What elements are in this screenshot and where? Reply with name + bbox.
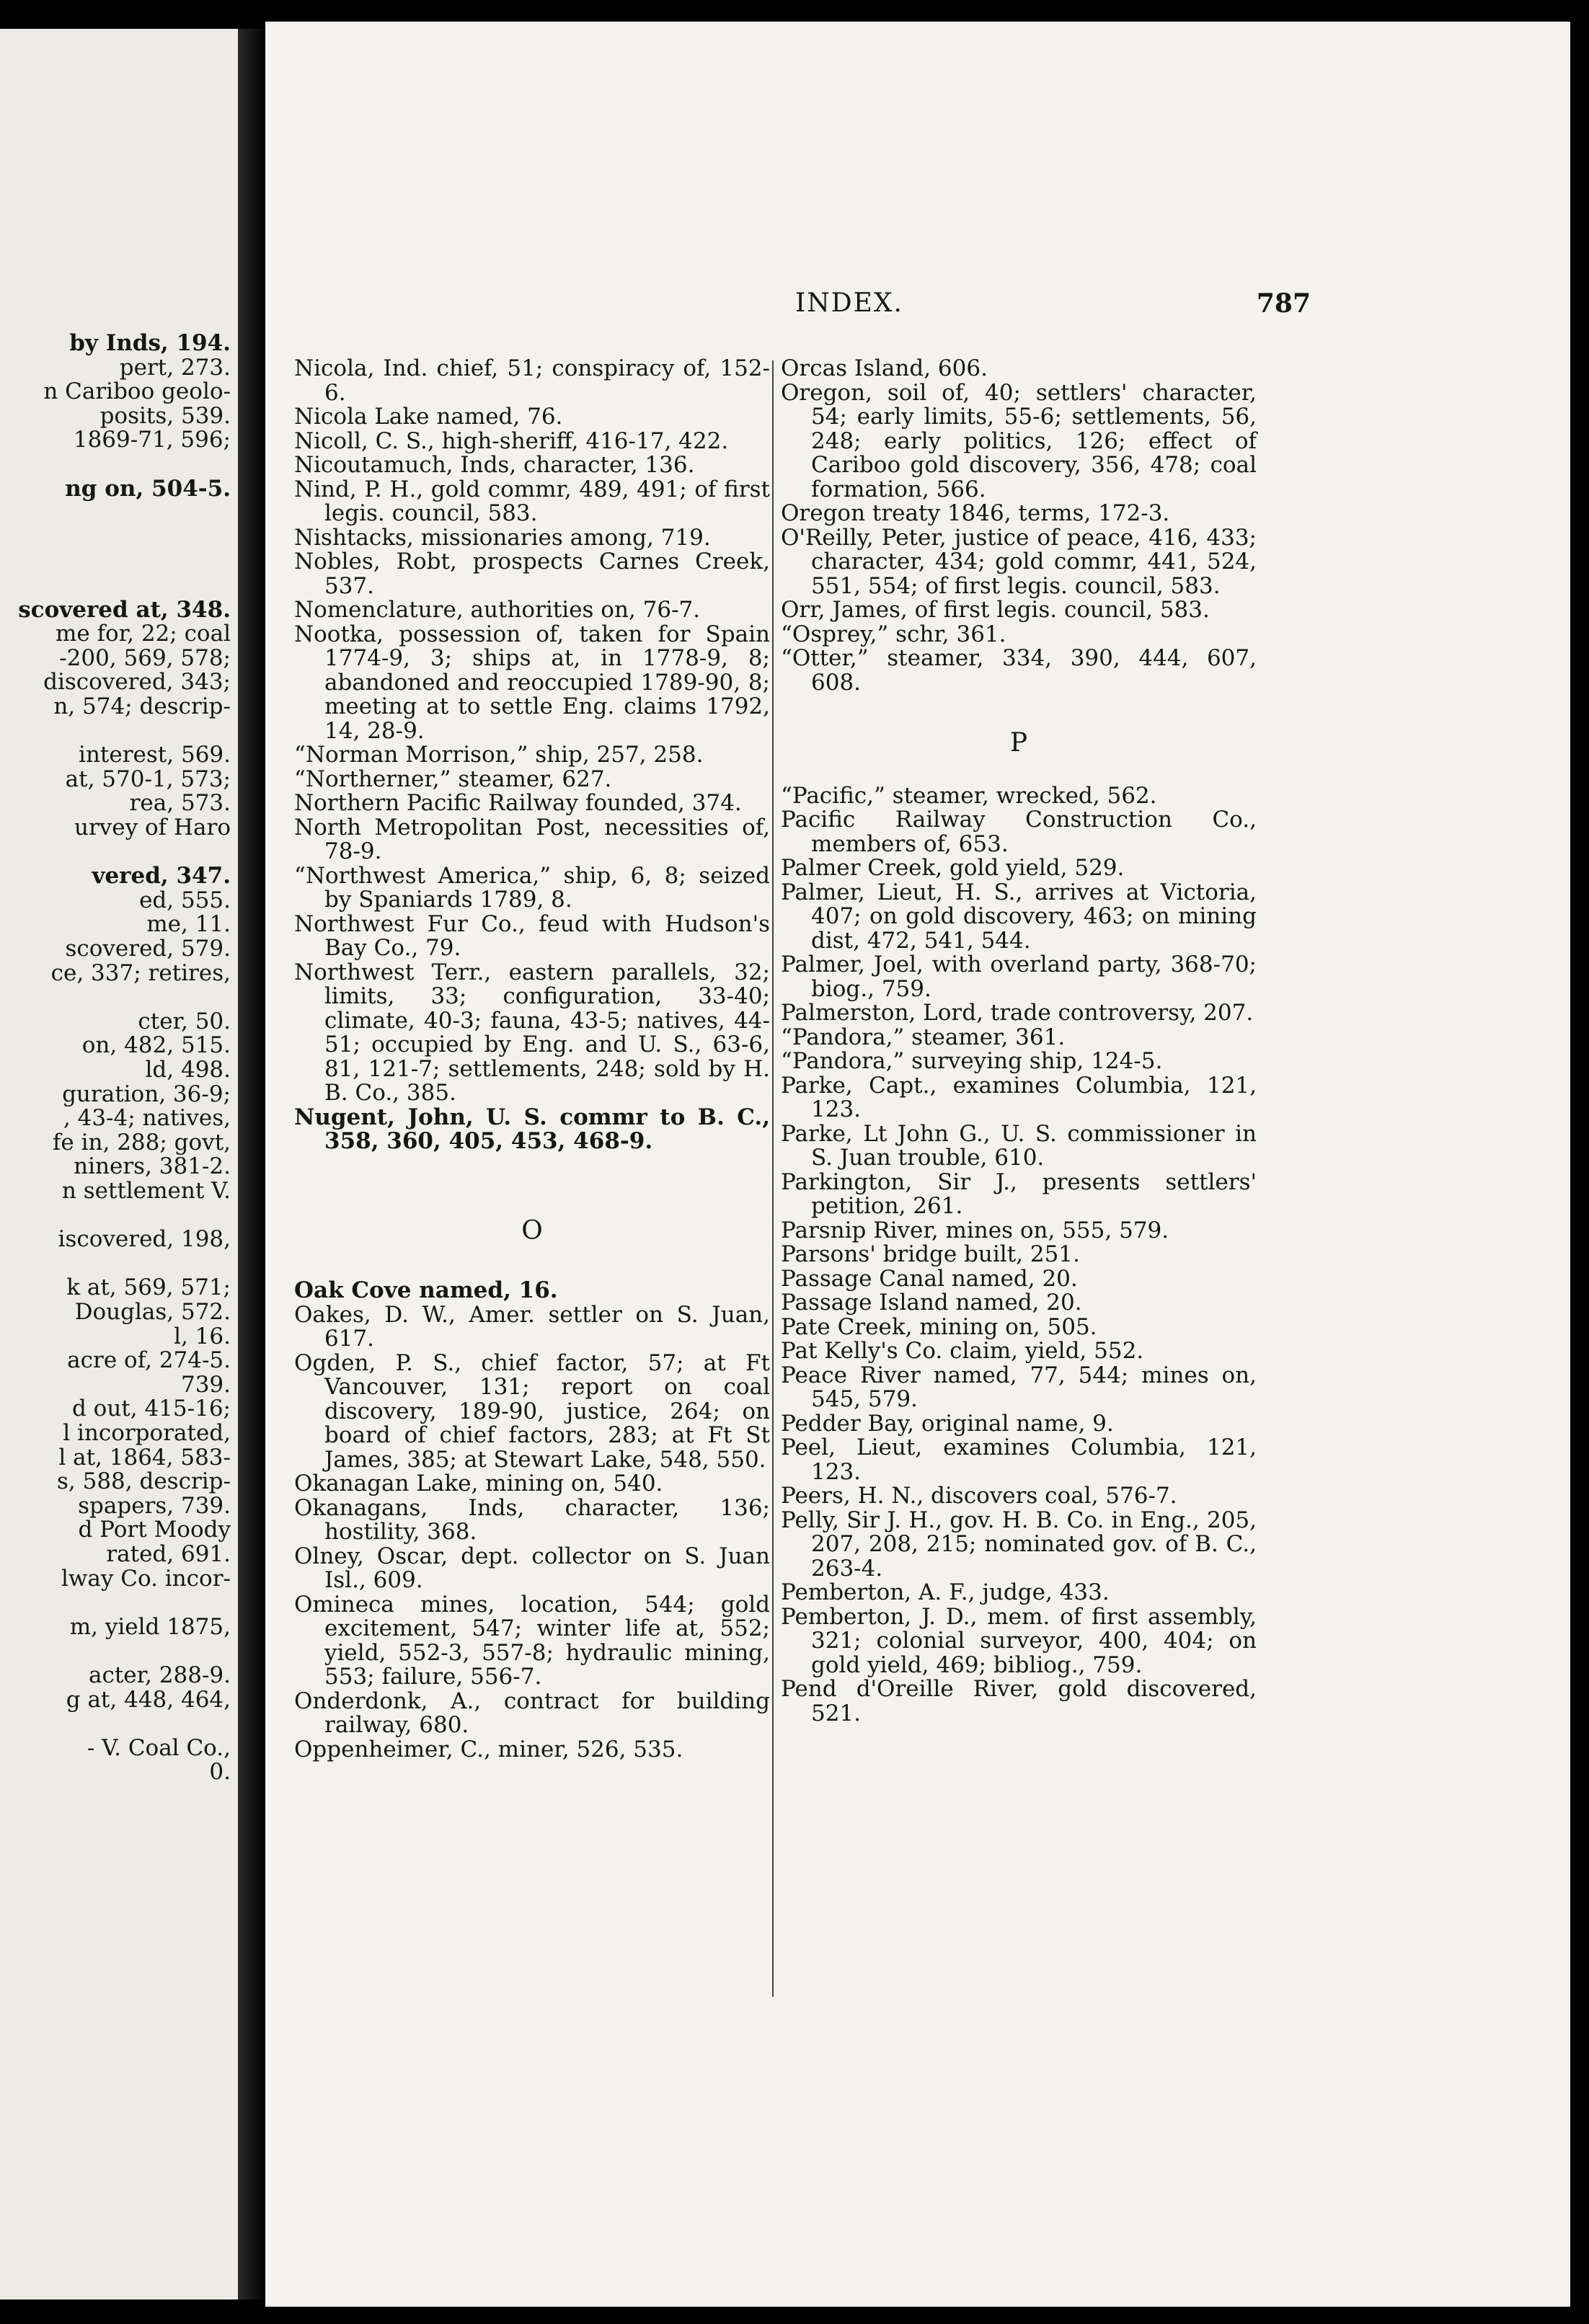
index-entry: Nomenclature, authorities on, 76-7. [294, 597, 701, 623]
book-gutter [238, 29, 267, 2299]
index-entry: Parke, Lt John G., U. S. commissioner in S. Juan trouble, 610. [781, 1120, 1257, 1171]
left-page-fragment: discovered, 343; [43, 669, 231, 696]
left-page-fragment: posits, 539. [99, 402, 231, 429]
right-page [265, 22, 1570, 2307]
left-page-fragment: -200, 569, 578; [59, 644, 231, 671]
left-page-fragment: lway Co. incor- [61, 1565, 231, 1592]
index-entry: “Osprey,” schr, 361. [781, 621, 1006, 647]
left-page-fragment: ed, 555. [139, 887, 231, 913]
left-page-fragment: niners, 381-2. [74, 1153, 231, 1180]
left-page-fragment: me for, 22; coal [55, 621, 231, 647]
left-page-fragment: k at, 569, 571; [66, 1274, 231, 1301]
index-entry: “Pandora,” surveying ship, 124-5. [781, 1048, 1163, 1074]
index-entry: Nishtacks, missionaries among, 719. [294, 524, 711, 551]
left-page-fragment: 739. [180, 1371, 231, 1398]
left-page [0, 29, 242, 2299]
index-entry: O'Reilly, Peter, justice of peace, 416, 433; character, 434; gold commr, 441, 524, 551, 554; of first legis. council, 583. [781, 524, 1257, 599]
page-number: 787 [1256, 288, 1311, 319]
entries-o-continued [781, 357, 1257, 695]
left-page-fragment: , 43-4; natives, [63, 1105, 231, 1132]
left-page-fragment: scovered, 579. [65, 936, 231, 962]
index-entry: Ogden, P. S., chief factor, 57; at Ft Vancouver, 131; report on coal discovery, 189-90, justice, 264; on board of chief factors, 283; at Ft St James, 385; at Stewart Lake, 548, 550. [294, 1349, 770, 1473]
index-entry: “Northwest America,” ship, 6, 8; seized by Spaniards 1789, 8. [294, 862, 770, 913]
section-letter-p: P [1009, 728, 1028, 758]
left-page-fragment: scovered at, 348. [18, 596, 231, 623]
left-page-fragment: l, 16. [174, 1323, 231, 1349]
left-page-fragment: interest, 569. [79, 742, 231, 768]
left-page-fragment: 0. [209, 1759, 231, 1786]
page-header [265, 288, 1570, 332]
index-entry: Nugent, John, U. S. commr to B. C., 358, 360, 405, 453, 468-9. [294, 1104, 770, 1154]
index-entry: Peers, H. N., discovers coal, 576-7. [781, 1483, 1177, 1509]
left-page-fragment: ld, 498. [145, 1057, 231, 1083]
index-entry: Nind, P. H., gold commr, 489, 491; of first legis. council, 583. [294, 476, 770, 526]
index-entry: Olney, Oscar, dept. collector on S. Juan Isl., 609. [294, 1543, 770, 1593]
entries-n [294, 357, 770, 1154]
index-entry: Parke, Capt., examines Columbia, 121, 123. [781, 1072, 1257, 1122]
index-entry: Pemberton, A. F., judge, 433. [781, 1579, 1110, 1605]
left-page-fragment: n, 574; descrip- [53, 693, 231, 719]
index-entry: Peel, Lieut, examines Columbia, 121, 123. [781, 1434, 1257, 1485]
index-entry: Northern Pacific Railway founded, 374. [294, 790, 742, 816]
left-page-fragment: me, 11. [146, 911, 231, 938]
index-entry: “Pandora,” steamer, 361. [781, 1024, 1066, 1050]
index-entry: Nicoutamuch, Inds, character, 136. [294, 452, 695, 478]
left-page-fragment: d out, 415-16; [71, 1396, 231, 1422]
column-rule [772, 360, 774, 1997]
left-page-fragment: vered, 347. [92, 863, 231, 890]
left-page-fragment: m, yield 1875, [69, 1613, 231, 1640]
left-page-fragment: iscovered, 198, [58, 1226, 231, 1253]
index-entry: Palmer Creek, gold yield, 529. [781, 855, 1125, 881]
entries-p [781, 784, 1257, 1726]
index-entry: Oak Cove named, 16. [294, 1277, 558, 1303]
left-page-fragment: 1869-71, 596; [73, 427, 231, 453]
left-page-fragment: fe in, 288; govt, [52, 1129, 231, 1156]
left-page-fragment: pert, 273. [119, 354, 231, 381]
left-page-fragment: - V. Coal Co., [87, 1734, 231, 1761]
left-page-fragment: rated, 691. [106, 1541, 231, 1567]
left-page-fragment: cter, 50. [138, 1008, 231, 1034]
index-entry: Parsons' bridge built, 251. [781, 1241, 1080, 1267]
index-entry: Nootka, possession of, taken for Spain 1774-9, 3; ships at, in 1778-9, 8; abandoned and reoccupied 1789-90, 8; meeting at to settle Eng. claims 1792, 14, 28-9. [294, 621, 770, 744]
left-page-fragment: s, 588, descrip- [56, 1468, 231, 1495]
index-entry: “Northerner,” steamer, 627. [294, 766, 612, 792]
left-page-fragment: Douglas, 572. [74, 1299, 231, 1325]
left-page-fragment: acre of, 274-5. [67, 1347, 231, 1374]
index-entry: Orcas Island, 606. [781, 355, 988, 381]
left-page-fragment: urvey of Haro [74, 815, 231, 841]
index-entry: Oakes, D. W., Amer. settler on S. Juan, 617. [294, 1301, 770, 1352]
left-page-fragment: l incorporated, [63, 1420, 231, 1446]
index-entry: Parkington, Sir J., presents settlers' petition, 261. [781, 1168, 1257, 1219]
left-page-fragment: on, 482, 515. [81, 1032, 231, 1059]
index-entry: Parsnip River, mines on, 555, 579. [781, 1217, 1169, 1243]
index-entry: Palmer, Joel, with overland party, 368-70; biog., 759. [781, 952, 1257, 1002]
left-page-fragment: l at, 1864, 583- [58, 1444, 231, 1471]
index-entry: Passage Canal named, 20. [781, 1265, 1078, 1292]
running-head: INDEX. [795, 288, 903, 318]
index-entry: Peace River named, 77, 544; mines on, 545, 579. [781, 1362, 1257, 1412]
index-entry: North Metropolitan Post, necessities of, 78-9. [294, 814, 770, 864]
index-entry: Nicoll, C. S., high-sheriff, 416-17, 422. [294, 427, 729, 454]
index-entry: Nobles, Robt, prospects Carnes Creek, 537. [294, 549, 770, 599]
left-page-fragment: g at, 448, 464, [66, 1686, 231, 1713]
index-entry: Pate Creek, mining on, 505. [781, 1313, 1097, 1340]
index-entry: Pend d'Oreille River, gold discovered, 521. [781, 1676, 1257, 1726]
index-entry: Northwest Terr., eastern parallels, 32; limits, 33; configuration, 33-40; climate, 40-3; fauna, 43-5; natives, 44-51; occupied by Eng. and U. S., 63-6, 81, 121-7; settlements, 248; sold by H. B. Co., 385. [294, 959, 770, 1106]
left-page-fragment: rea, 573. [129, 790, 231, 817]
left-page-fragment: spapers, 739. [78, 1492, 231, 1519]
index-entry: “Otter,” steamer, 334, 390, 444, 607, 608. [781, 645, 1257, 696]
index-entry: Omineca mines, location, 544; gold excitement, 547; winter life at, 552; yield, 552-3, 557-8; hydraulic mining, 553; failure, 556-7. [294, 1591, 770, 1690]
left-page-fragment: n Cariboo geolo- [43, 378, 231, 405]
index-entry: Pemberton, J. D., mem. of first assembly, 321; colonial surveyor, 400, 404; on gold yield, 469; bibliog., 759. [781, 1603, 1257, 1678]
left-page-fragment: n settlement V. [61, 1178, 231, 1204]
index-entry: Passage Island named, 20. [781, 1290, 1082, 1316]
index-entry: Onderdonk, A., contract for building railway, 680. [294, 1687, 770, 1738]
index-entry: Palmerston, Lord, trade controversy, 207. [781, 1000, 1254, 1026]
index-column-right [781, 357, 1257, 1726]
index-entry: “Pacific,” steamer, wrecked, 562. [781, 782, 1157, 809]
index-entry: Nicola, Ind. chief, 51; conspiracy of, 152-6. [294, 355, 770, 406]
index-entry: Okanagans, Inds, character, 136; hostility, 368. [294, 1494, 770, 1545]
index-entry: Oregon treaty 1846, terms, 172-3. [781, 500, 1170, 526]
left-page-fragment: ng on, 504-5. [65, 475, 231, 502]
index-entry: Nicola Lake named, 76. [294, 404, 563, 430]
index-entry: Pelly, Sir J. H., gov. H. B. Co. in Eng., 205, 207, 208, 215; nominated gov. of B. C., 263-4. [781, 1507, 1257, 1582]
left-page-fragment: by Inds, 194. [69, 330, 231, 356]
index-entry: Orr, James, of first legis. council, 583. [781, 597, 1210, 623]
index-entry: Northwest Fur Co., feud with Hudson's Bay Co., 79. [294, 910, 770, 961]
index-entry: “Norman Morrison,” ship, 257, 258. [294, 742, 704, 768]
index-entry: Pat Kelly's Co. claim, yield, 552. [781, 1338, 1144, 1364]
left-page-fragment: at, 570-1, 573; [65, 766, 231, 792]
entries-o [294, 1279, 770, 1762]
index-entry: Okanagan Lake, mining on, 540. [294, 1471, 663, 1496]
index-entry: Palmer, Lieut, H. S., arrives at Victoria, 407; on gold discovery, 463; on mining dist, 472, 541, 544. [781, 879, 1257, 954]
index-entry: Pedder Bay, original name, 9. [781, 1410, 1114, 1437]
left-page-fragment: acter, 288-9. [89, 1662, 231, 1688]
left-page-fragment: ce, 337; retires, [50, 959, 231, 986]
index-entry: Oppenheimer, C., miner, 526, 535. [294, 1736, 683, 1762]
section-letter-o: O [521, 1215, 543, 1246]
index-column-left [294, 357, 770, 1762]
left-page-fragment: guration, 36-9; [62, 1081, 231, 1107]
left-page-fragment: d Port Moody [78, 1517, 231, 1543]
index-entry: Oregon, soil of, 40; settlers' character, 54; early limits, 55-6; settlements, 56, 248; early politics, 126; effect of Cariboo gold discovery, 356, 478; coal formation, 566. [781, 379, 1257, 502]
index-entry: Pacific Railway Construction Co., members of, 653. [781, 807, 1257, 857]
